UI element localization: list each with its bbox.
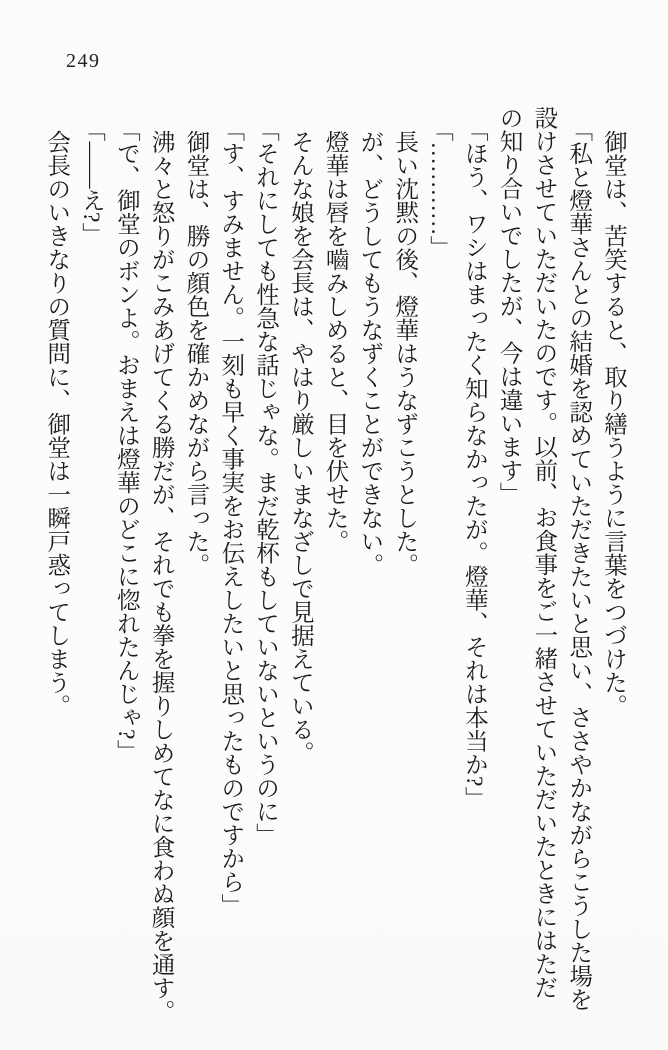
text-line: 燈華は唇を嚙みしめると、目を伏せた。 [321, 129, 348, 553]
text-line: 御堂は、勝の顔色を確かめながら言った。 [182, 129, 209, 576]
text-line: 「――え?」 [78, 117, 105, 246]
vertical-text-block [38, 106, 630, 1028]
text-line: 長い沈黙の後、燈華はうなずこうとした。 [391, 129, 418, 576]
text-line: 「それにしても性急な話じゃな。まだ乾杯もしていないというのに」 [252, 117, 279, 847]
text-line: が、どうしてもうなずくことができない。 [356, 129, 383, 576]
text-line: 「ほう、ワシはまったく知らなかったが。燈華、それは本当か?」 [460, 117, 487, 810]
page-number: 249 [66, 50, 101, 72]
text-line: 「私と燈華さんとの結婚を認めていただきたいと思い、ささやかながらこうした場を [565, 117, 592, 1011]
text-line: 御堂は、苦笑すると、取り繕うように言葉をつづけた。 [600, 129, 626, 717]
text-line: 会長のいきなりの質問に、御堂は一瞬戸惑ってしまう。 [43, 129, 70, 717]
text-line: 「す、すみません。一刻も早く事実をお伝えしたいと思ったものですから」 [217, 117, 244, 917]
text-line: 設けさせていただいたのです。以前、お食事をご一緒させていただいたときにはただ [530, 106, 557, 999]
text-line: そんな娘を会長は、やはり厳しいまなざしで見据えている。 [286, 129, 313, 764]
text-line: の知り合いでしたが、今は違います」 [495, 106, 522, 506]
text-line: 沸々と怒りがこみあげてくる勝だが、それでも拳を握りしめてなに食わぬ顔を通す。 [147, 129, 174, 1023]
text-line: 「で、御堂のボンよ。おまえは燈華のどこに惚れたんじゃ?」 [112, 117, 139, 763]
text-line: 「…………」 [426, 117, 453, 259]
